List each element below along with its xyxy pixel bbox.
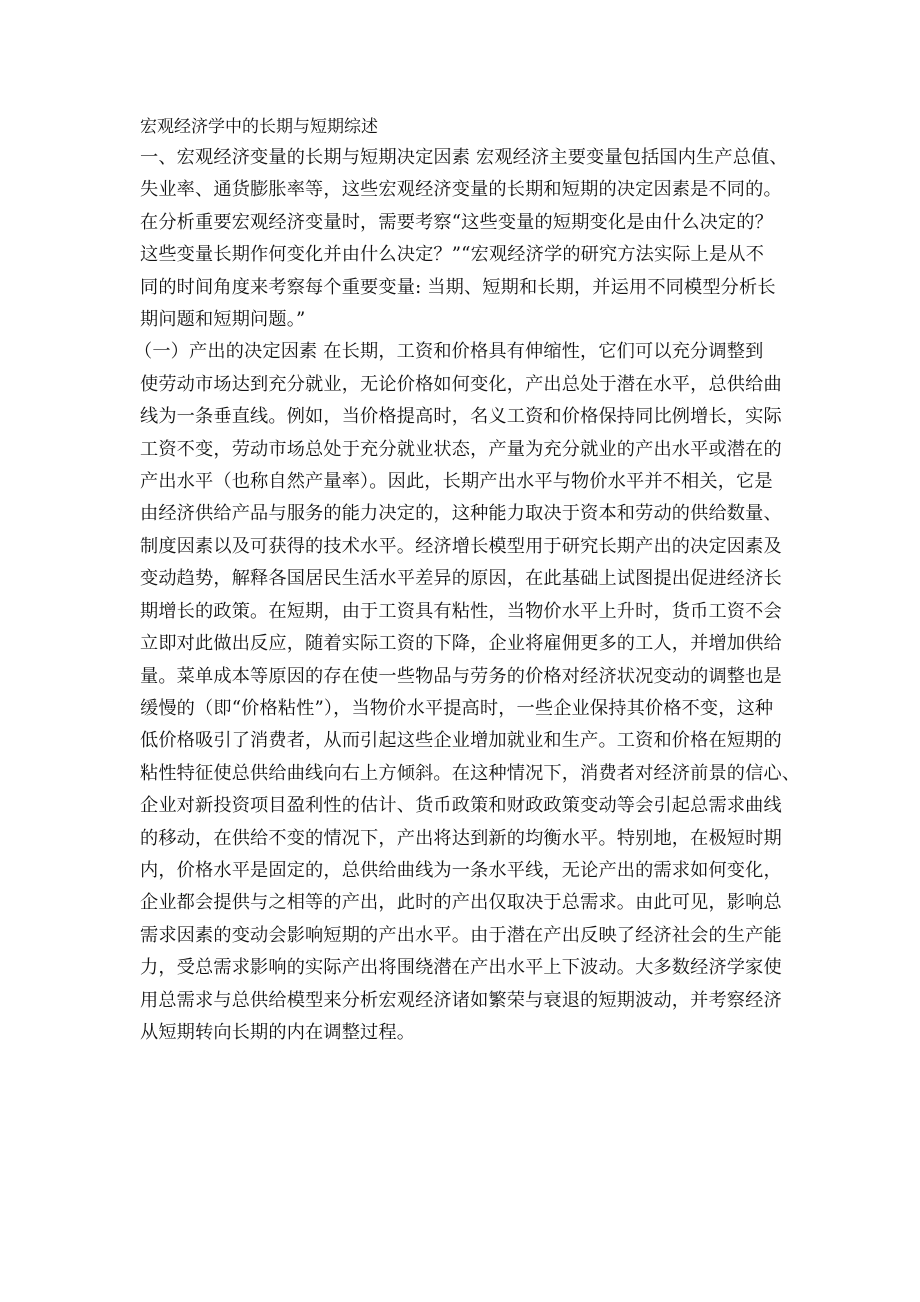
text-line: 变动趋势，解释各国居民生活水平差异的原因，在此基础上试图提出促进经济长 — [140, 568, 782, 590]
text-line: 制度因素以及可获得的技术水平。经济增长模型用于研究长期产出的决定因素及 — [140, 535, 782, 557]
text-line: 内，价格水平是固定的，总供给曲线为一条水平线，无论产出的需求如何变化， — [140, 859, 782, 881]
document-body — [134, 114, 801, 1049]
text-line: （一）产出的决定因素 在长期，工资和价格具有伸缩性，它们可以充分调整到 — [134, 341, 764, 363]
text-line: 线为一条垂直线。例如，当价格提高时，名义工资和价格保持同比例增长，实际 — [140, 406, 782, 428]
text-line: 从短期转向长期的内在调整过程。 — [140, 1021, 416, 1043]
text-line: 产出水平（也称自然产量率）。因此，长期产出水平与物价水平并不相关，它是 — [140, 471, 773, 493]
text-line: 工资不变，劳动市场总处于充分就业状态，产量为充分就业的产出水平或潜在的 — [140, 438, 782, 460]
text-line: 期增长的政策。在短期，由于工资具有粘性，当物价水平上升时，货币工资不会 — [140, 600, 782, 622]
text-line: 在分析重要宏观经济变量时，需要考察“这些变量的短期变化是由什么决定的？ — [140, 211, 773, 233]
text-line: 力，受总需求影响的实际产出将围绕潜在产出水平上下波动。大多数经济学家使 — [140, 957, 782, 979]
text-line: 期问题和短期问题。” — [140, 309, 306, 331]
text-line: 需求因素的变动会影响短期的产出水平。由于潜在产出反映了经济社会的生产能 — [140, 924, 782, 946]
text-line: 立即对此做出反应，随着实际工资的下降，企业将雇佣更多的工人，并增加供给 — [140, 633, 782, 655]
text-line: 缓慢的（即“价格粘性”），当物价水平提高时，一些企业保持其价格不变，这种 — [140, 697, 774, 719]
text-line: 的移动，在供给不变的情况下，产出将达到新的均衡水平。特别地，在极短时期 — [140, 827, 782, 849]
text-line: 低价格吸引了消费者，从而引起这些企业增加就业和生产。工资和价格在短期的 — [140, 730, 782, 752]
text-line: 一、宏观经济变量的长期与短期决定因素 宏观经济主要变量包括国内生产总值、 — [140, 147, 788, 168]
text-line: 使劳动市场达到充分就业，无论价格如何变化，产出总处于潜在水平，总供给曲 — [140, 373, 782, 395]
text-line: 企业都会提供与之相等的产出，此时的产出仅取决于总需求。由此可见，影响总 — [140, 892, 782, 914]
text-line: 由经济供给产品与服务的能力决定的，这种能力取决于资本和劳动的供给数量、 — [140, 503, 782, 525]
text-line: 同的时间角度来考察每个重要变量: 当期、短期和长期，并运用不同模型分析长 — [140, 276, 776, 298]
text-line: 企业对新投资项目盈利性的估计、货币政策和财政政策变动等会引起总需求曲线 — [140, 795, 782, 817]
text-line: 失业率、通货膨胀率等，这些宏观经济变量的长期和短期的决定因素是不同的。 — [140, 179, 782, 201]
document-title: 宏观经济学中的长期与短期综述 — [140, 117, 378, 137]
text-line: 这些变量长期作何变化并由什么决定？”“宏观经济学的研究方法实际上是从不 — [140, 244, 765, 266]
text-line: 粘性特征使总供给曲线向右上方倾斜。在这种情况下，消费者对经济前景的信心、 — [140, 762, 801, 784]
text-line: 量。菜单成本等原因的存在使一些物品与劳务的价格对经济状况变动的调整也是 — [140, 665, 782, 687]
text-line: 用总需求与总供给模型来分析宏观经济诸如繁荣与衰退的短期波动，并考察经济 — [140, 989, 782, 1011]
